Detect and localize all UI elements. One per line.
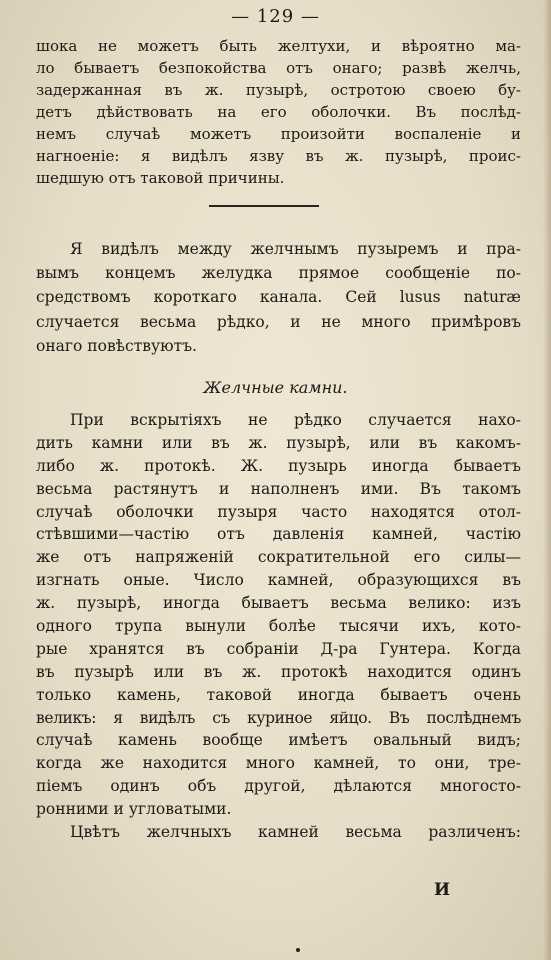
page-number: — 129 —: [231, 6, 320, 27]
paragraph-continuation: [36, 35, 521, 189]
text-line: случается весьма рѣдко, и не много примѣровъ: [36, 312, 521, 331]
ink-speck: [296, 948, 300, 952]
text-line: одного трупа вынули болѣе тысячи ихъ, кото-: [36, 617, 521, 636]
text-line: піемъ одинъ объ другой, дѣлаются многосто-: [36, 777, 521, 796]
paragraph-gallstones: [36, 409, 521, 844]
text-line: когда же находится много камней, то они, тре-: [36, 754, 521, 773]
text-line: При вскрытіяхъ не рѣдко случается нахо-: [70, 411, 521, 429]
section-heading: Желчные камни.: [203, 378, 348, 397]
text-line: же отъ напряженій сократительной его силы—: [36, 548, 521, 567]
paragraph-canal: [36, 237, 521, 358]
text-line: детъ дѣйствовать на его оболочки. Въ послѣд-: [36, 103, 521, 121]
text-line: либо ж. протокѣ. Ж. пузырь иногда бываетъ: [36, 456, 521, 475]
text-line: ронними и угловатыми.: [36, 800, 232, 819]
page-edge-shadow: [543, 0, 551, 960]
text-line: въ пузырѣ или въ ж. протокѣ находится одинъ: [36, 662, 521, 681]
text-line: вымъ концемъ желудка прямое сообщеніе по-: [36, 264, 521, 283]
text-line: Я видѣлъ между желчнымъ пузыремъ и пра-: [70, 240, 521, 258]
text-line: изгнать оные. Число камней, образующихся въ: [36, 571, 521, 590]
text-line: нагноеніе: я видѣлъ язву въ ж. пузырѣ, проис-: [36, 147, 521, 165]
text-line: немъ случаѣ можетъ произойти воспаленіе и: [36, 125, 521, 143]
text-line: ж. пузырѣ, иногда бываетъ весьма велико: изъ: [36, 594, 521, 613]
text-line: стѣвшими—частію отъ давленія камней, частію: [36, 525, 521, 544]
catchword: И: [434, 880, 451, 900]
text-line: шока не можетъ быть желтухи, и вѣроятно ма-: [36, 37, 521, 55]
text-line: рые хранятся въ собраніи Д-ра Гунтера. Когда: [36, 639, 521, 658]
text-line: шедшую отъ таковой причины.: [36, 169, 285, 187]
text-line: Цвѣтъ желчныхъ камней весьма различенъ:: [70, 823, 521, 842]
text-line: только камень, таковой иногда бываетъ очень: [36, 685, 521, 704]
text-line: задержанная въ ж. пузырѣ, остротою своею бу-: [36, 81, 521, 99]
text-line: случаѣ камень вообще имѣетъ овальный видъ;: [36, 731, 521, 750]
text-line: средствомъ короткаго канала. Сей lusus naturæ: [36, 288, 521, 307]
text-line: случаѣ оболочки пузыря часто находятся отол-: [36, 502, 521, 521]
text-line: онаго повѣствуютъ.: [36, 336, 197, 355]
text-line: ло бываетъ безпокойства отъ онаго; развѣ желчь,: [36, 59, 521, 77]
section-divider: [209, 205, 319, 207]
text-line: дить камни или въ ж. пузырѣ, или въ какомъ-: [36, 433, 521, 452]
text-line: весьма растянутъ и наполненъ ими. Въ такомъ: [36, 479, 521, 498]
text-line: великъ: я видѣлъ съ куриное яйцо. Въ послѣднемъ: [36, 708, 521, 727]
